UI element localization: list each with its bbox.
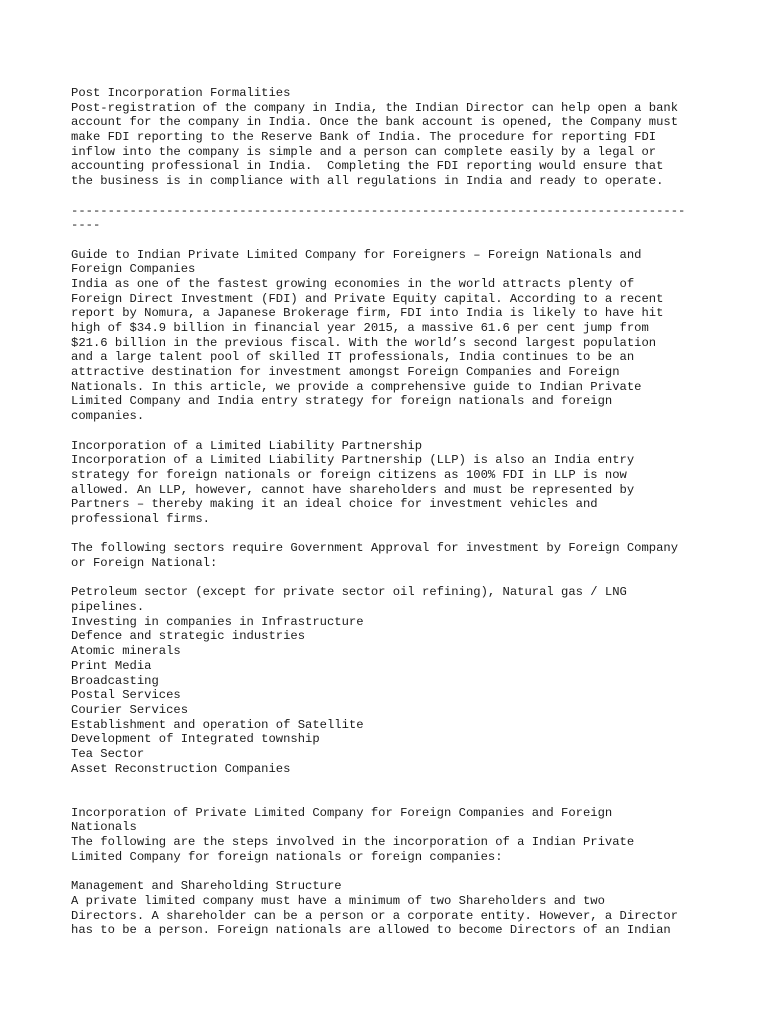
paragraph-line: inflow into the company is simple and a person can complete easily by a legal or: [71, 144, 657, 159]
paragraph-line: Incorporation of a Limited Liability Partnership (LLP) is also an India entry: [71, 453, 635, 468]
separator: [71, 204, 711, 233]
sectors-list: [71, 585, 711, 776]
paragraph-line: Directors. A shareholder can be a person or a corporate entity. However, a Director: [71, 908, 679, 923]
paragraph-line: India as one of the fastest growing economies in the world attracts plenty of: [71, 276, 635, 291]
paragraph-line: the business is in compliance with all regulations in India and ready to operate.: [71, 174, 664, 189]
list-item: Courier Services: [71, 702, 189, 717]
paragraph-line: strategy for foreign nationals or foreign citizens as 100% FDI in LLP is now: [71, 467, 627, 482]
paragraph-line: report by Nomura, a Japanese Brokerage firm, FDI into India is likely to have hit: [71, 306, 664, 321]
section-heading: Incorporation of Private Limited Company for Foreign Companies and Foreign: [71, 805, 613, 820]
section-heading: Guide to Indian Private Limited Company for Foreigners – Foreign Nationals and: [71, 247, 642, 262]
section-llp: [71, 439, 711, 527]
paragraph-line: make FDI reporting to the Reserve Bank of India. The procedure for reporting FDI: [71, 130, 657, 145]
list-item: Atomic minerals: [71, 644, 181, 659]
list-item: Postal Services: [71, 688, 181, 703]
paragraph-line: account for the company in India. Once the bank account is opened, the Company must: [71, 115, 679, 130]
blank-line: [71, 189, 711, 204]
section-private-limited: [71, 806, 711, 865]
paragraph-line: $21.6 billion in the previous fiscal. With the world’s second largest population: [71, 335, 657, 350]
paragraph-line: The following are the steps involved in the incorporation of a Indian Private: [71, 835, 635, 850]
blank-line: [71, 791, 711, 806]
section-management: [71, 879, 711, 938]
paragraph-line: professional firms.: [71, 511, 210, 526]
section-heading: Incorporation of a Limited Liability Partnership: [71, 438, 423, 453]
paragraph-line: Limited Company for foreign nationals or foreign companies:: [71, 849, 503, 864]
section-heading: Post Incorporation Formalities: [71, 86, 291, 100]
separator-line: ------------------------------------------------------------------------------------: [71, 203, 686, 218]
paragraph-line: Nationals. In this article, we provide a comprehensive guide to Indian Private: [71, 379, 642, 394]
list-item: Defence and strategic industries: [71, 629, 306, 644]
blank-line: [71, 571, 711, 586]
list-item: Investing in companies in Infrastructure: [71, 614, 364, 629]
list-item: Tea Sector: [71, 746, 145, 761]
paragraph-line: and a large talent pool of skilled IT professionals, India continues to be an: [71, 350, 635, 365]
section-post-incorporation: [71, 86, 711, 189]
paragraph-line: Foreign Direct Investment (FDI) and Private Equity capital. According to a recent: [71, 291, 664, 306]
paragraph-line: Partners – thereby making it an ideal choice for investment vehicles and: [71, 497, 598, 512]
separator-line: ----: [71, 218, 101, 233]
paragraph-line: The following sectors require Government Approval for investment by Foreign Company: [71, 541, 679, 556]
paragraph-line: Post-registration of the company in India, the Indian Director can help open a bank: [71, 100, 679, 115]
paragraph-line: A private limited company must have a minimum of two Shareholders and two: [71, 893, 605, 908]
paragraph-line: has to be a person. Foreign nationals are allowed to become Directors of an Indian: [71, 923, 671, 938]
blank-line: [71, 864, 711, 879]
paragraph-line: Limited Company and India entry strategy for foreign nationals and foreign: [71, 394, 613, 409]
list-item: Print Media: [71, 658, 152, 673]
blank-line: [71, 424, 711, 439]
list-item: Development of Integrated township: [71, 732, 320, 747]
section-guide: [71, 248, 711, 424]
paragraph-line: companies.: [71, 409, 145, 424]
list-item: Establishment and operation of Satellite: [71, 717, 364, 732]
section-heading: Management and Shareholding Structure: [71, 879, 342, 894]
document-page: [71, 86, 711, 938]
blank-line: [71, 776, 711, 791]
list-item: Petroleum sector (except for private sector oil refining), Natural gas / LNG: [71, 585, 627, 600]
paragraph-line: attractive destination for investment amongst Foreign Companies and Foreign: [71, 365, 620, 380]
section-government-approval: [71, 541, 711, 570]
section-heading: Foreign Companies: [71, 262, 196, 277]
list-item: pipelines.: [71, 600, 145, 615]
section-heading: Nationals: [71, 820, 137, 835]
paragraph-line: or Foreign National:: [71, 556, 218, 570]
paragraph-line: high of $34.9 billion in financial year 2015, a massive 61.6 per cent jump from: [71, 321, 649, 335]
blank-line: [71, 527, 711, 542]
list-item: Broadcasting: [71, 673, 159, 688]
paragraph-line: allowed. An LLP, however, cannot have shareholders and must be represented by: [71, 482, 635, 497]
list-item: Asset Reconstruction Companies: [71, 761, 291, 776]
blank-line: [71, 233, 711, 248]
paragraph-line: accounting professional in India. Completing the FDI reporting would ensure that: [71, 159, 664, 174]
